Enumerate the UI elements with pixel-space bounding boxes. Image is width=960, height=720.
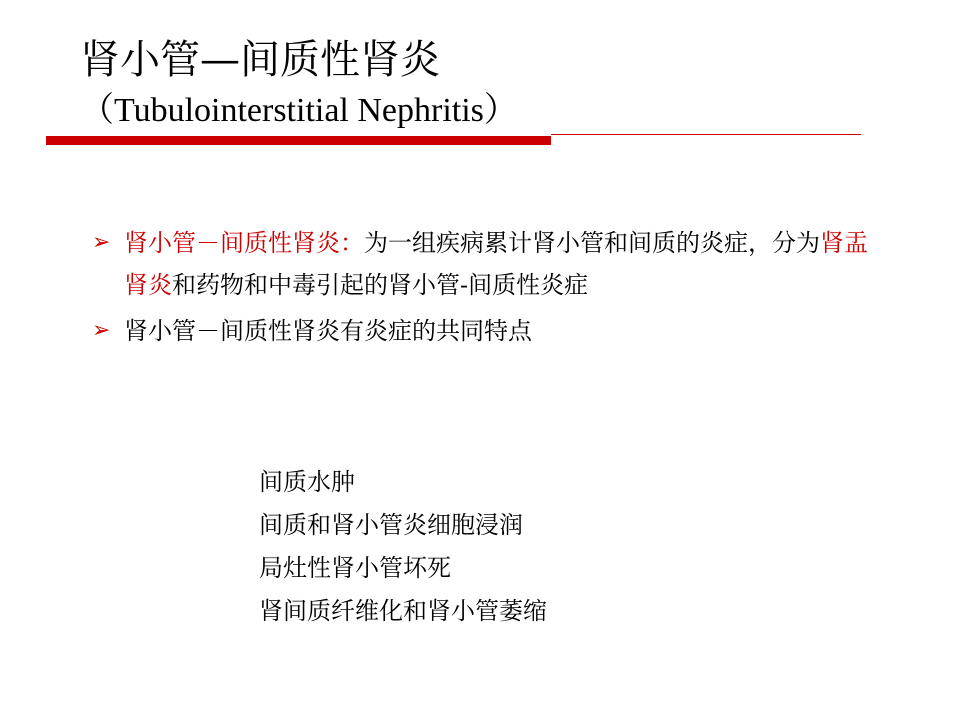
- arrow-bullet-icon: ➢: [92, 230, 111, 255]
- definition-text-end: 和药物和中毒引起的肾小管-间质性炎症: [172, 271, 589, 299]
- title-underline-thin: [551, 134, 861, 135]
- title-underline-thick: [46, 136, 551, 145]
- arrow-bullet-icon: ➢: [92, 318, 111, 343]
- feature-item: 间质和肾小管炎细胞浸润: [259, 511, 523, 539]
- slide-subtitle-english: （Tubulointerstitial Nephritis）: [80, 92, 518, 129]
- term-label: 肾小管－间质性肾炎：: [124, 229, 364, 257]
- bullet-text: 肾小管－间质性肾炎有炎症的共同特点: [124, 317, 532, 345]
- feature-item: 间质水肿: [259, 468, 355, 496]
- slide-title: 肾小管—间质性肾炎: [80, 37, 440, 83]
- bullet-list: [92, 222, 882, 352]
- feature-list: [259, 461, 547, 633]
- feature-item: 肾间质纤维化和肾小管萎缩: [259, 597, 547, 625]
- bullet-text: [124, 222, 882, 306]
- feature-item: 局灶性肾小管坏死: [259, 554, 451, 582]
- bullet-item-features: [92, 310, 882, 352]
- definition-text: 为一组疾病累计肾小管和间质的炎症，分为: [364, 229, 820, 257]
- highlight-term: 肾盂肾炎: [124, 229, 868, 299]
- bullet-item-definition: [92, 222, 882, 306]
